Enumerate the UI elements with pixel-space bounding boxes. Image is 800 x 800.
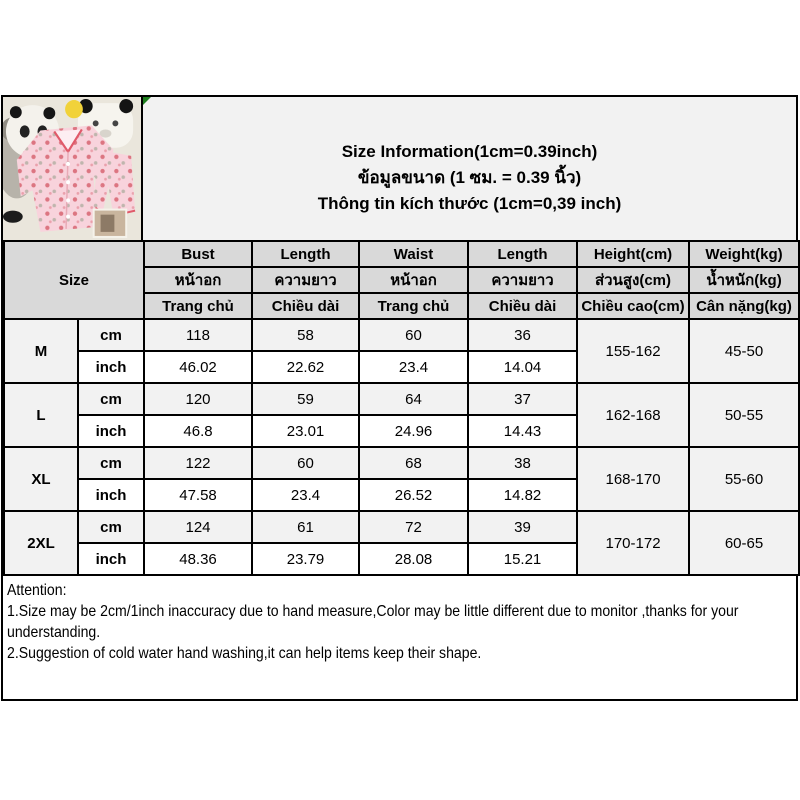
header-weight-vi: Cân nặng(kg) — [689, 293, 799, 319]
header-height-vi: Chiều cao(cm) — [577, 293, 689, 319]
header-length-en: Length — [252, 241, 359, 267]
data-cell: 68 — [359, 447, 468, 479]
unit-cm-label: cm — [78, 511, 144, 543]
height-range-cell: 162-168 — [577, 383, 689, 447]
unit-cm-label: cm — [78, 447, 144, 479]
header-height-th: ส่วนสูง(cm) — [577, 267, 689, 293]
data-cell: 47.58 — [144, 479, 252, 511]
header-waist-vi: Trang chủ — [359, 293, 468, 319]
size-table — [3, 240, 800, 576]
data-cell: 124 — [144, 511, 252, 543]
title-vietnamese: Thông tin kích thước (1cm=0,39 inch) — [317, 193, 622, 213]
cell-corner-marker-icon — [143, 97, 151, 105]
weight-range-cell: 60-65 — [689, 511, 799, 575]
data-cell: 60 — [359, 319, 468, 351]
data-cell: 23.79 — [252, 543, 359, 575]
pajama-product-image — [3, 97, 141, 240]
data-cell: 38 — [468, 447, 577, 479]
size-label-l: L — [4, 383, 78, 447]
data-cell: 36 — [468, 319, 577, 351]
data-cell: 23.4 — [359, 351, 468, 383]
unit-cm-label: cm — [78, 383, 144, 415]
banner — [3, 97, 796, 240]
data-cell: 14.43 — [468, 415, 577, 447]
size-chart-sheet — [1, 95, 798, 701]
data-cell: 61 — [252, 511, 359, 543]
unit-inch-label: inch — [78, 415, 144, 447]
header-length-th: ความยาว — [252, 267, 359, 293]
data-cell: 15.21 — [468, 543, 577, 575]
attention-heading: Attention: — [7, 582, 67, 599]
data-cell: 39 — [468, 511, 577, 543]
data-cell: 59 — [252, 383, 359, 415]
attention-note-1: 1.Size may be 2cm/1inch inaccuracy due to hand measure,Color may be little different due to monitor ,thanks for your understanding. — [7, 603, 739, 641]
data-cell: 60 — [252, 447, 359, 479]
data-cell: 72 — [359, 511, 468, 543]
product-photo — [3, 97, 143, 240]
weight-range-cell: 45-50 — [689, 319, 799, 383]
data-cell: 14.04 — [468, 351, 577, 383]
table-row — [4, 319, 799, 351]
data-cell: 23.01 — [252, 415, 359, 447]
header-length2-th: ความยาว — [468, 267, 577, 293]
data-cell: 122 — [144, 447, 252, 479]
data-cell: 64 — [359, 383, 468, 415]
header-weight-th: น้ำหนัก(kg) — [689, 267, 799, 293]
header-length2-vi: Chiều dài — [468, 293, 577, 319]
header-height-en: Height(cm) — [577, 241, 689, 267]
header-bust-th: หน้าอก — [144, 267, 252, 293]
data-cell: 48.36 — [144, 543, 252, 575]
table-row — [4, 447, 799, 479]
height-range-cell: 170-172 — [577, 511, 689, 575]
size-label-xl: XL — [4, 447, 78, 511]
height-range-cell: 168-170 — [577, 447, 689, 511]
header-bust-vi: Trang chủ — [144, 293, 252, 319]
attention-note-2: 2.Suggestion of cold water hand washing,it can help items keep their shape. — [7, 645, 482, 662]
header-row-english — [4, 241, 799, 267]
unit-inch-label: inch — [78, 351, 144, 383]
unit-inch-label: inch — [78, 479, 144, 511]
data-cell: 120 — [144, 383, 252, 415]
table-row — [4, 383, 799, 415]
data-cell: 46.8 — [144, 415, 252, 447]
title-thai: ข้อมูลขนาด (1 ซม. = 0.39 นิ้ว) — [357, 167, 582, 187]
header-length2-en: Length — [468, 241, 577, 267]
header-length-vi: Chiều dài — [252, 293, 359, 319]
weight-range-cell: 55-60 — [689, 447, 799, 511]
header-waist-en: Waist — [359, 241, 468, 267]
weight-range-cell: 50-55 — [689, 383, 799, 447]
header-bust-en: Bust — [144, 241, 252, 267]
size-label-2xl: 2XL — [4, 511, 78, 575]
data-cell: 26.52 — [359, 479, 468, 511]
data-cell: 58 — [252, 319, 359, 351]
data-cell: 37 — [468, 383, 577, 415]
data-cell: 46.02 — [144, 351, 252, 383]
header-weight-en: Weight(kg) — [689, 241, 799, 267]
data-cell: 22.62 — [252, 351, 359, 383]
height-range-cell: 155-162 — [577, 319, 689, 383]
header-waist-th: หน้าอก — [359, 267, 468, 293]
size-label-m: M — [4, 319, 78, 383]
unit-cm-label: cm — [78, 319, 144, 351]
data-cell: 24.96 — [359, 415, 468, 447]
data-cell: 118 — [144, 319, 252, 351]
title-english: Size Information(1cm=0.39inch) — [341, 141, 598, 161]
data-cell: 28.08 — [359, 543, 468, 575]
unit-inch-label: inch — [78, 543, 144, 575]
attention-section — [3, 576, 796, 696]
data-cell: 14.82 — [468, 479, 577, 511]
data-cell: 23.4 — [252, 479, 359, 511]
size-info-title-cell — [143, 97, 796, 240]
table-row — [4, 511, 799, 543]
size-header-cell: Size — [4, 241, 144, 319]
